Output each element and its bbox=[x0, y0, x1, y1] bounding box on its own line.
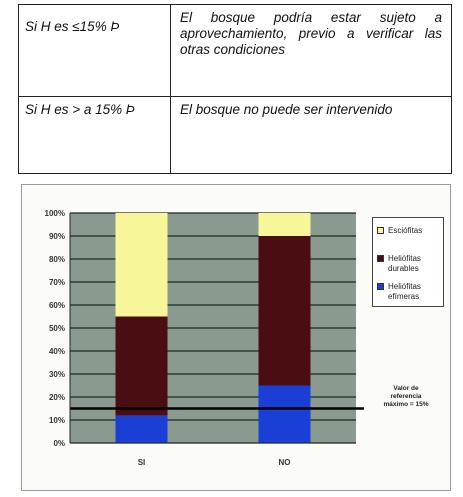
legend-label: Heliófitas efímeras bbox=[388, 282, 421, 301]
stacked-bar-chart bbox=[21, 184, 451, 491]
legend-swatch bbox=[377, 255, 384, 262]
y-tick-label: 80% bbox=[48, 255, 65, 264]
bar-segment bbox=[259, 213, 311, 236]
table-row bbox=[19, 97, 451, 173]
x-tick-label: SI bbox=[137, 458, 146, 467]
y-tick-label: 10% bbox=[48, 416, 65, 425]
condition-cell: Si H es > a 15% Þ bbox=[19, 97, 171, 173]
y-tick-label: 40% bbox=[48, 347, 65, 356]
bar-segment bbox=[259, 236, 311, 386]
x-tick-label: NO bbox=[278, 458, 291, 467]
y-tick-label: 50% bbox=[48, 324, 65, 333]
legend-swatch bbox=[377, 227, 384, 234]
y-tick-label: 60% bbox=[48, 301, 65, 310]
legend-label: Esciófitas bbox=[388, 226, 423, 235]
bar-segment bbox=[116, 415, 168, 443]
y-tick-label: 30% bbox=[48, 370, 65, 379]
reference-note: Valor de referencia máximo = 15% bbox=[383, 385, 429, 408]
bar-segment bbox=[259, 386, 311, 444]
chart-legend bbox=[372, 217, 444, 307]
condition-cell: Si H es ≤15% Þ bbox=[19, 5, 171, 96]
condition-table bbox=[18, 4, 452, 174]
legend-swatch bbox=[377, 283, 384, 290]
y-tick-label: 70% bbox=[48, 278, 65, 287]
y-tick-label: 0% bbox=[53, 439, 65, 448]
result-cell: El bosque podría estar sujeto a aprovechamiento, previo a verificar las otras condiciones bbox=[180, 10, 442, 57]
legend-label: Heliófitas durables bbox=[388, 254, 421, 273]
table-row bbox=[19, 5, 451, 97]
result-cell: El bosque no puede ser intervenido bbox=[180, 102, 393, 117]
bar-segment bbox=[116, 213, 168, 317]
y-tick-label: 20% bbox=[48, 393, 65, 402]
bar-segment bbox=[116, 317, 168, 416]
y-tick-label: 100% bbox=[44, 209, 65, 218]
y-tick-label: 90% bbox=[48, 232, 65, 241]
